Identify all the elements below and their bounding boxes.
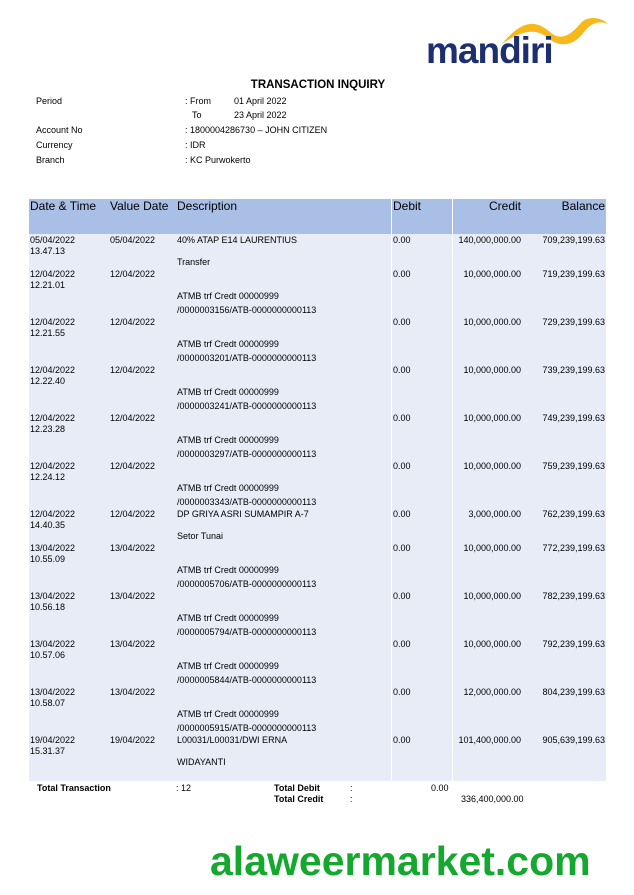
cell-description-line3: /0000005794/ATB-0000000000113 [177,627,317,637]
cell-time: 14.40.35 [30,520,66,530]
cell-date: 13/04/2022 [30,639,76,649]
cell-credit: 10,000,000.00 [463,365,521,375]
cell-date: 13/04/2022 [30,687,76,697]
cell-balance: 804,239,199.63 [542,687,605,697]
cell-time: 13.47.13 [30,246,66,256]
cell-debit: 0.00 [393,543,411,553]
cell-description: DP GRIYA ASRI SUMAMPIR A-7 [177,509,309,519]
cell-balance: 739,239,199.63 [542,365,605,375]
cell-description-line2: Transfer [177,257,211,267]
column-divider [391,199,392,781]
cell-debit: 0.00 [393,235,411,245]
cell-credit: 10,000,000.00 [463,461,521,471]
cell-credit: 10,000,000.00 [463,543,521,553]
cell-value-date: 12/04/2022 [110,317,156,327]
cell-time: 10.56.18 [30,602,66,612]
cell-date: 12/04/2022 [30,509,76,519]
cell-description-line3: /0000003201/ATB-0000000000113 [177,353,317,363]
cell-balance: 709,239,199.63 [542,235,605,245]
cell-credit: 10,000,000.00 [463,269,521,279]
cell-time: 12.21.55 [30,328,66,338]
cell-credit: 3,000,000.00 [468,509,521,519]
cell-description-line2: Setor Tunai [177,531,224,541]
watermark-text: alaweermarket.com [210,838,591,884]
cell-date: 12/04/2022 [30,269,76,279]
cell-debit: 0.00 [393,687,411,697]
account-value: : 1800004286730 – JOHN CITIZEN [185,125,328,135]
period-from-value: 01 April 2022 [234,96,287,106]
cell-description-line2: ATMB trf Credt 00000999 [177,291,279,301]
cell-date: 13/04/2022 [30,543,76,553]
cell-credit: 12,000,000.00 [463,687,521,697]
total-credit-colon: : [350,794,353,804]
branch-label: Branch [36,155,65,165]
cell-description-line3: /0000003241/ATB-0000000000113 [177,401,317,411]
currency-value: : IDR [185,140,206,150]
cell-description-line2: ATMB trf Credt 00000999 [177,339,279,349]
cell-balance: 729,239,199.63 [542,317,605,327]
cell-balance: 759,239,199.63 [542,461,605,471]
cell-date: 12/04/2022 [30,317,76,327]
cell-credit: 140,000,000.00 [458,235,521,245]
cell-time: 10.55.09 [30,554,66,564]
cell-description-line3: /0000003156/ATB-0000000000113 [177,305,317,315]
cell-description-line3: /0000005915/ATB-0000000000113 [177,723,317,733]
cell-value-date: 12/04/2022 [110,509,156,519]
cell-debit: 0.00 [393,269,411,279]
mandiri-logo-text: mandiri [426,30,553,71]
account-label: Account No [36,125,83,135]
cell-description-line2: ATMB trf Credt 00000999 [177,661,279,671]
cell-description-line2: ATMB trf Credt 00000999 [177,565,279,575]
cell-credit: 10,000,000.00 [463,591,521,601]
cell-balance: 792,239,199.63 [542,639,605,649]
cell-description-line2: WIDAYANTI [177,757,226,767]
period-from-label: : From [185,96,211,106]
cell-description: L00031/L00031/DWI ERNA [177,735,288,745]
branch-value: : KC Purwokerto [185,155,251,165]
cell-debit: 0.00 [393,413,411,423]
cell-balance: 772,239,199.63 [542,543,605,553]
header-balance: Balance [561,199,605,213]
cell-value-date: 13/04/2022 [110,591,156,601]
period-to-label: To [192,110,202,120]
currency-label: Currency [36,140,73,150]
cell-value-date: 13/04/2022 [110,687,156,697]
header-date-time: Date & Time [30,199,97,213]
cell-description-line3: /0000005844/ATB-0000000000113 [177,675,317,685]
cell-date: 12/04/2022 [30,365,76,375]
cell-date: 13/04/2022 [30,591,76,601]
cell-balance: 719,239,199.63 [542,269,605,279]
cell-time: 12.23.28 [30,424,66,434]
cell-description: 40% ATAP E14 LAURENTIUS [177,235,298,245]
period-label: Period [36,96,63,106]
total-debit-label: Total Debit [274,783,320,793]
cell-debit: 0.00 [393,735,411,745]
total-credit-label: Total Credit [274,794,324,804]
header-value-date: Value Date [110,199,169,213]
cell-value-date: 13/04/2022 [110,543,156,553]
total-transaction-value: : 12 [176,783,192,793]
cell-date: 05/04/2022 [30,235,76,245]
cell-value-date: 12/04/2022 [110,269,156,279]
total-debit-colon: : [350,783,353,793]
cell-description-line3: /0000003343/ATB-0000000000113 [177,497,317,507]
cell-description-line2: ATMB trf Credt 00000999 [177,483,279,493]
cell-credit: 10,000,000.00 [463,413,521,423]
cell-date: 12/04/2022 [30,413,76,423]
cell-description-line2: ATMB trf Credt 00000999 [177,613,279,623]
total-debit-value: 0.00 [431,783,449,793]
cell-value-date: 12/04/2022 [110,413,156,423]
header-description: Description [177,199,238,213]
cell-description-line3: /0000005706/ATB-0000000000113 [177,579,317,589]
header-debit: Debit [393,199,422,213]
cell-balance: 749,239,199.63 [542,413,605,423]
cell-date: 19/04/2022 [30,735,76,745]
cell-debit: 0.00 [393,639,411,649]
period-to-value: 23 April 2022 [234,110,287,120]
cell-debit: 0.00 [393,591,411,601]
total-transaction-label: Total Transaction [37,783,111,793]
transaction-table [29,199,606,781]
cell-time: 10.57.06 [30,650,66,660]
cell-value-date: 12/04/2022 [110,461,156,471]
cell-debit: 0.00 [393,365,411,375]
cell-debit: 0.00 [393,461,411,471]
cell-value-date: 19/04/2022 [110,735,156,745]
cell-time: 12.22.40 [30,376,66,386]
cell-debit: 0.00 [393,317,411,327]
cell-credit: 10,000,000.00 [463,639,521,649]
column-divider [452,199,453,781]
cell-description-line2: ATMB trf Credt 00000999 [177,435,279,445]
cell-date: 12/04/2022 [30,461,76,471]
cell-debit: 0.00 [393,509,411,519]
cell-description-line2: ATMB trf Credt 00000999 [177,387,279,397]
cell-credit: 10,000,000.00 [463,317,521,327]
total-credit-value: 336,400,000.00 [461,794,524,804]
cell-value-date: 13/04/2022 [110,639,156,649]
cell-value-date: 05/04/2022 [110,235,156,245]
cell-balance: 782,239,199.63 [542,591,605,601]
header-credit: Credit [488,199,521,213]
cell-time: 12.21.01 [30,280,66,290]
cell-balance: 905,639,199.63 [542,735,605,745]
cell-time: 12.24.12 [30,472,66,482]
cell-time: 15.31.37 [30,746,66,756]
cell-description-line2: ATMB trf Credt 00000999 [177,709,279,719]
cell-description-line3: /0000003297/ATB-0000000000113 [177,449,317,459]
cell-credit: 101,400,000.00 [458,735,521,745]
page-title: TRANSACTION INQUIRY [250,79,386,91]
cell-balance: 762,239,199.63 [542,509,605,519]
cell-time: 10.58.07 [30,698,66,708]
cell-value-date: 12/04/2022 [110,365,156,375]
